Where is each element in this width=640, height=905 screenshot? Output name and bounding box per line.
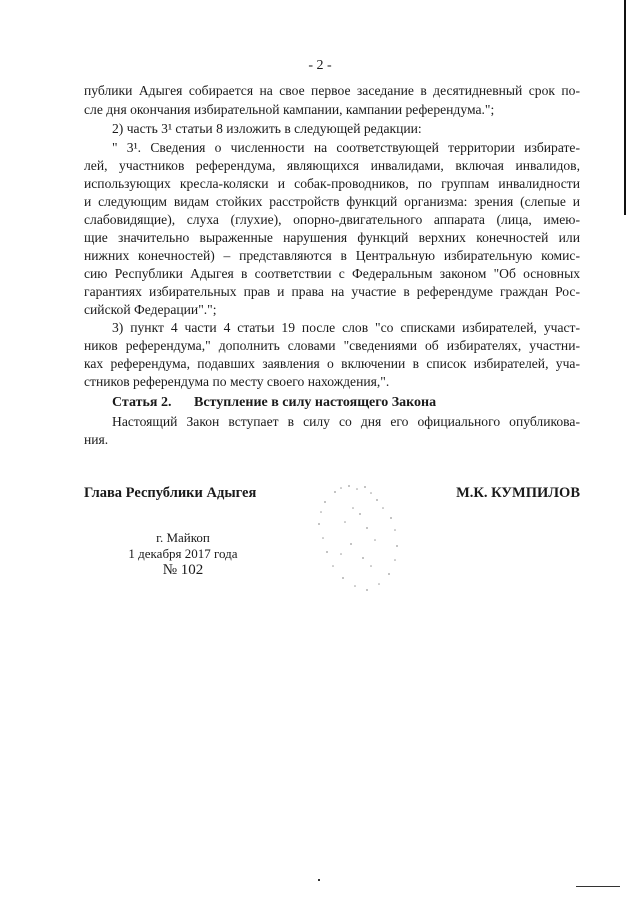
body-line: сию Республики Адыгея в соответствии с Федеральным законом "Об основных	[84, 266, 580, 281]
page-number: - 2 -	[308, 58, 332, 73]
body-line: использующих кресла-коляски и собак-проводников, по группам инвалидности	[84, 176, 580, 191]
body-line: ников референдума," дополнить словами "сведениями об избирателях, участни-	[84, 338, 580, 353]
body-line: 2) часть 3¹ статьи 8 изложить в следующей редакции:	[112, 121, 422, 136]
body-line: публики Адыгея собирается на свое первое заседание в десятидневный срок по-	[84, 83, 580, 98]
body-line: 3) пункт 4 части 4 статьи 19 после слов "со списками избирателей, участ-	[112, 320, 580, 335]
page-edge-mark	[624, 0, 626, 215]
body-line: щие значительно выраженные нарушения функций верхних конечностей или	[84, 230, 580, 245]
body-line: слабовидящие), слуха (глухие), опорно-двигательного аппарата (лица, имею-	[84, 212, 580, 227]
body-line: гарантиях избирательных прав и права на участие в референдуме граждан Рос-	[84, 284, 580, 299]
body-line: и следующим видам стойких расстройств функций организма: зрения (слепые и	[84, 194, 580, 209]
body-line: лей, участников референдума, являющихся инвалидами, включая инвалидов,	[84, 158, 580, 173]
body-line: " 3¹. Сведения о численности на соответствующей территории избирате-	[112, 140, 580, 155]
corner-line-mark	[576, 886, 620, 887]
article-number: Статья 2.	[112, 395, 172, 410]
body-line: нижних конечностей) – представляются в Центральную избирательную комис-	[84, 248, 580, 263]
article-title: Вступление в силу настоящего Закона	[194, 395, 437, 410]
place-city: г. Майкоп	[156, 530, 210, 545]
place-date: 1 декабря 2017 года	[128, 546, 238, 561]
body-line: стников референдума по месту своего нахождения,".	[84, 374, 390, 389]
body-line: сийской Федерации".";	[84, 302, 217, 317]
article-line: Настоящий Закон вступает в силу со дня его официального опубликова-	[112, 414, 580, 429]
body-line: сле дня окончания избирательной кампании, кампании референдума.";	[84, 102, 495, 117]
document-number: № 102	[162, 562, 204, 578]
article-line: ния.	[84, 432, 109, 447]
signatory-position: Глава Республики Адыгея	[84, 485, 257, 501]
signatory-name: М.К. КУМПИЛОВ	[456, 485, 580, 501]
faint-stamp-mark	[305, 478, 415, 603]
article-heading	[112, 395, 436, 411]
body-line: ках референдума, подавших заявления о включении в список избирателей, уча-	[84, 356, 580, 371]
page-dot-mark	[318, 879, 320, 881]
